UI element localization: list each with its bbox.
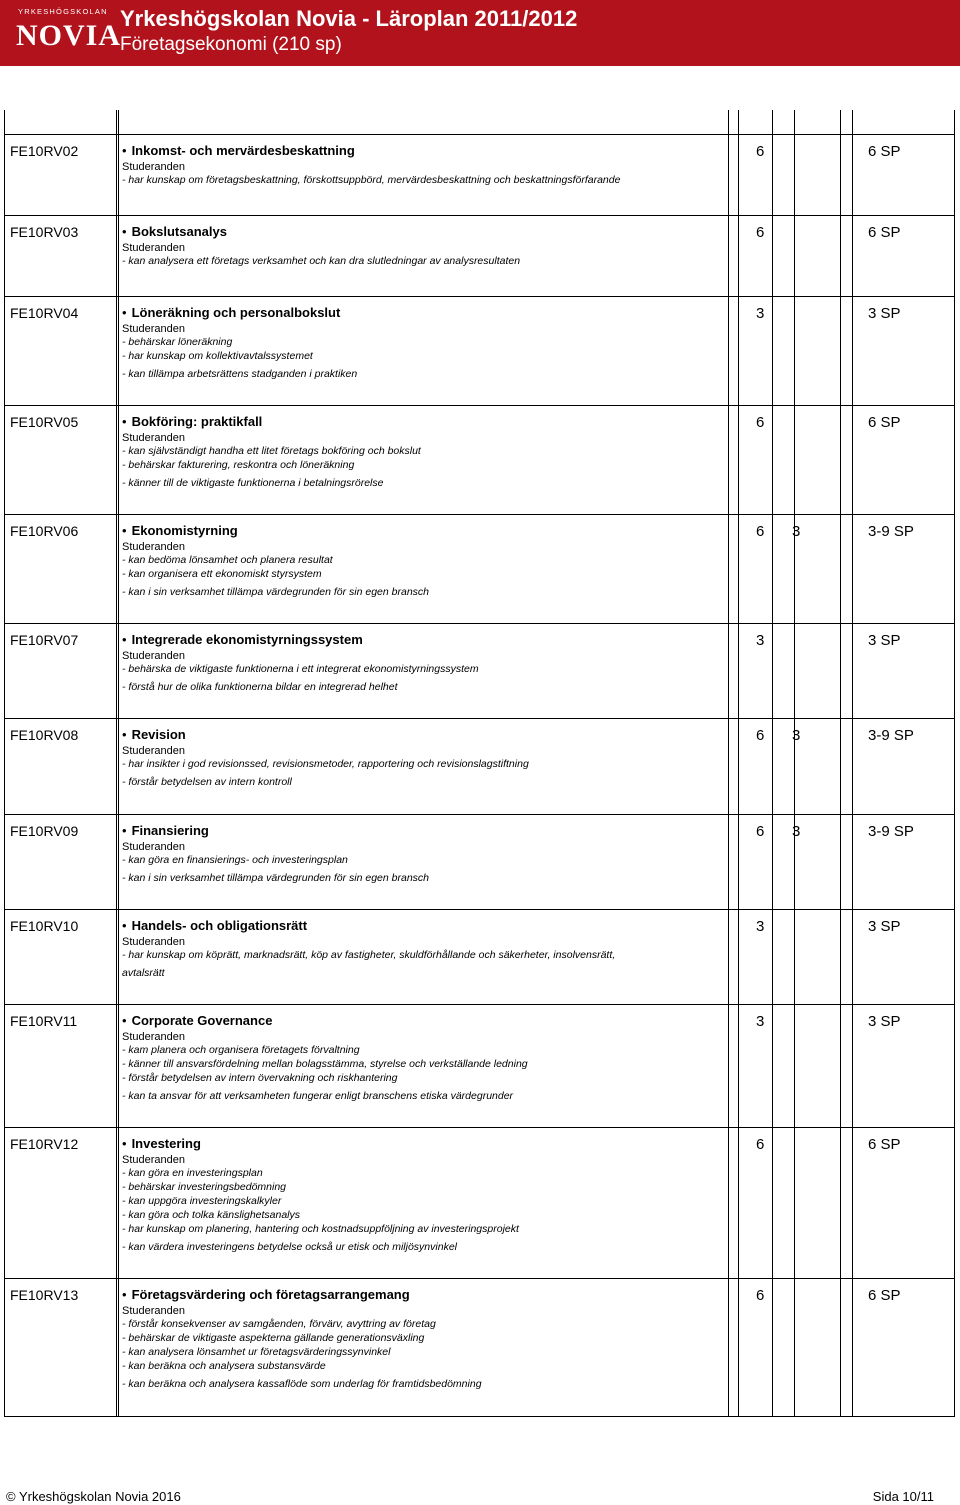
table-row-divider [4, 718, 955, 719]
course-title [122, 523, 722, 538]
table-row-divider [4, 1004, 955, 1005]
course-content [122, 1136, 722, 1254]
table-row-divider [4, 296, 955, 297]
table-row-divider [4, 134, 955, 135]
credits-value-secondary: 3 [792, 823, 801, 840]
credits-sp: 3 SP [868, 918, 901, 935]
course-content [122, 727, 722, 789]
course-objective: - förstår betydelsen av intern kontroll [122, 776, 292, 788]
course-code: FE10RV03 [10, 224, 79, 240]
course-student-label: Studeranden [122, 1305, 185, 1317]
bullet-icon: • [122, 143, 127, 158]
course-title [122, 727, 722, 742]
logo-big-text: NOVIA [16, 19, 122, 52]
bullet-icon: • [122, 1287, 127, 1302]
table-column-divider [840, 110, 841, 1416]
credits-value: 6 [756, 414, 765, 431]
course-content [122, 823, 722, 885]
credits-value: 6 [756, 727, 765, 744]
course-content [122, 305, 722, 381]
course-title [122, 1136, 722, 1151]
table-row-divider [4, 814, 955, 815]
course-code: FE10RV02 [10, 143, 79, 159]
table-row-divider [4, 215, 955, 216]
credits-sp: 6 SP [868, 1287, 901, 1304]
bullet-icon: • [122, 727, 127, 742]
course-title-text: Ekonomistyrning [131, 523, 238, 538]
credits-sp: 3 SP [868, 1013, 901, 1030]
credits-value: 6 [756, 1136, 765, 1153]
course-objective: - förstår betydelsen av intern övervakning och riskhantering [122, 1072, 398, 1084]
credits-value: 6 [756, 523, 765, 540]
novia-logo [8, 3, 122, 63]
course-student-label: Studeranden [122, 745, 185, 757]
page-subtitle: Företagsekonomi (210 sp) [120, 34, 342, 55]
table-row-divider [4, 1127, 955, 1128]
course-objective: - kan bedöma lönsamhet och planera resultat [122, 554, 333, 566]
table-row-divider [4, 623, 955, 624]
credits-value: 3 [756, 1013, 765, 1030]
course-objective: - har kunskap om företagsbeskattning, förskottsuppbörd, mervärdesbeskattning och beskattningsförfarande [122, 174, 621, 186]
course-title [122, 632, 722, 647]
course-title [122, 1013, 722, 1028]
course-content [122, 224, 722, 268]
course-title [122, 918, 722, 933]
credits-value-secondary: 3 [792, 523, 801, 540]
bullet-icon: • [122, 632, 127, 647]
course-title-text: Löneräkning och personalbokslut [131, 305, 341, 320]
credits-sp: 3-9 SP [868, 523, 914, 540]
table-row-divider [4, 909, 955, 910]
course-objective: - kam planera och organisera företagets förvaltning [122, 1044, 360, 1056]
credits-value: 6 [756, 224, 765, 241]
course-student-label: Studeranden [122, 1154, 185, 1166]
table-column-divider [116, 110, 117, 1416]
course-objective: - behärskar löneräkning [122, 336, 233, 348]
bullet-icon: • [122, 523, 127, 538]
table-row-divider [4, 514, 955, 515]
course-title [122, 224, 722, 239]
course-code: FE10RV10 [10, 918, 79, 934]
course-title-text: Integrerade ekonomistyrningssystem [131, 632, 363, 647]
credits-value: 6 [756, 1287, 765, 1304]
course-objective: - kan i sin verksamhet tillämpa värdegrunden för sin egen bransch [122, 586, 429, 598]
course-code: FE10RV07 [10, 632, 79, 648]
course-title [122, 823, 722, 838]
course-objective: - kan beräkna och analysera substansvärde [122, 1360, 326, 1372]
bullet-icon: • [122, 1013, 127, 1028]
course-code: FE10RV09 [10, 823, 79, 839]
bullet-icon: • [122, 414, 127, 429]
course-title-text: Handels- och obligationsrätt [131, 918, 308, 933]
logo-small-text: YRKESHÖGSKOLAN [18, 7, 108, 16]
course-objective: - har kunskap om kollektivavtalssystemet [122, 350, 313, 362]
course-code: FE10RV05 [10, 414, 79, 430]
course-content [122, 1287, 722, 1391]
course-code: FE10RV13 [10, 1287, 79, 1303]
course-code: FE10RV06 [10, 523, 79, 539]
table-column-divider [852, 110, 853, 1416]
bullet-icon: • [122, 918, 127, 933]
bullet-icon: • [122, 224, 127, 239]
course-objective: - kan göra en investeringsplan [122, 1167, 263, 1179]
table-column-divider [794, 110, 795, 1416]
table-row-divider [4, 1278, 955, 1279]
credits-value-secondary: 3 [792, 727, 801, 744]
course-student-label: Studeranden [122, 161, 185, 173]
table-column-divider [954, 110, 955, 1416]
course-title [122, 305, 722, 320]
course-objective: - behärskar de viktigaste aspekterna gällande generationsväxling [122, 1332, 425, 1344]
course-objective: - behärskar investeringsbedömning [122, 1181, 287, 1193]
course-content [122, 523, 722, 599]
course-code: FE10RV12 [10, 1136, 79, 1152]
course-code: FE10RV04 [10, 305, 79, 321]
course-student-label: Studeranden [122, 432, 185, 444]
course-objective: - behärskar fakturering, reskontra och löneräkning [122, 459, 355, 471]
course-title-text: Bokslutsanalys [131, 224, 227, 239]
course-title-text: Investering [131, 1136, 201, 1151]
credits-sp: 3-9 SP [868, 727, 914, 744]
table-column-divider [118, 110, 119, 1416]
course-student-label: Studeranden [122, 242, 185, 254]
course-title-text: Företagsvärdering och företagsarrangemang [131, 1287, 410, 1302]
credits-sp: 6 SP [868, 224, 901, 241]
course-title-text: Corporate Governance [131, 1013, 273, 1028]
course-objective: avtalsrätt [122, 967, 165, 979]
course-objective: - kan analysera lönsamhet ur företagsvärderingssynvinkel [122, 1346, 391, 1358]
course-title-text: Revision [131, 727, 186, 742]
credits-sp: 3 SP [868, 632, 901, 649]
course-objective: - kan uppgöra investeringskalkyler [122, 1195, 282, 1207]
course-objective: - kan analysera ett företags verksamhet och kan dra slutledningar av analysresultaten [122, 255, 521, 267]
credits-value: 6 [756, 823, 765, 840]
course-title [122, 414, 722, 429]
course-student-label: Studeranden [122, 541, 185, 553]
course-title-text: Finansiering [131, 823, 209, 838]
course-objective: - känner till de viktigaste funktionerna i betalningsrörelse [122, 477, 384, 489]
course-title-text: Inkomst- och mervärdesbeskattning [131, 143, 355, 158]
course-title [122, 143, 722, 158]
course-student-label: Studeranden [122, 1031, 185, 1043]
footer-page-number: Sida 10/11 [872, 1489, 934, 1504]
course-objective: - kan ta ansvar för att verksamheten fungerar enligt branschens etiska värdegrunder [122, 1090, 514, 1102]
course-content [122, 143, 722, 187]
course-objective: - kan organisera ett ekonomiskt styrsystem [122, 568, 322, 580]
course-objective: - förstår konsekvenser av samgåenden, förvärv, avyttring av företag [122, 1318, 436, 1330]
course-objective: - kan värdera investeringens betydelse också ur etisk och miljösynvinkel [122, 1241, 457, 1253]
course-objective: - kan tillämpa arbetsrättens stadganden i praktiken [122, 368, 358, 380]
table-row-divider [4, 405, 955, 406]
course-student-label: Studeranden [122, 841, 185, 853]
course-content [122, 632, 722, 694]
course-content [122, 918, 722, 980]
course-title-text: Bokföring: praktikfall [131, 414, 263, 429]
table-column-divider [772, 110, 773, 1416]
course-objective: - behärska de viktigaste funktionerna i ett integrerat ekonomistyrningssystem [122, 663, 479, 675]
credits-value: 3 [756, 305, 765, 322]
course-student-label: Studeranden [122, 936, 185, 948]
credits-sp: 3-9 SP [868, 823, 914, 840]
course-student-label: Studeranden [122, 323, 185, 335]
table-column-divider [728, 110, 729, 1416]
course-objective: - kan beräkna och analysera kassaflöde som underlag för framtidsbedömning [122, 1378, 482, 1390]
course-code: FE10RV08 [10, 727, 79, 743]
course-objective: - kan självständigt handha ett litet företags bokföring och bokslut [122, 445, 421, 457]
credits-sp: 3 SP [868, 305, 901, 322]
bullet-icon: • [122, 823, 127, 838]
course-code: FE10RV11 [10, 1013, 78, 1029]
course-content [122, 414, 722, 490]
bullet-icon: • [122, 305, 127, 320]
course-student-label: Studeranden [122, 650, 185, 662]
course-objective: - kan göra och tolka känslighetsanalys [122, 1209, 301, 1221]
credits-value: 6 [756, 143, 765, 160]
credits-sp: 6 SP [868, 414, 901, 431]
course-objective: - förstå hur de olika funktionerna bildar en integrerad helhet [122, 681, 398, 693]
page-header [0, 0, 960, 66]
credits-value: 3 [756, 632, 765, 649]
table-column-divider [738, 110, 739, 1416]
page-title: Yrkeshögskolan Novia - Läroplan 2011/2012 [120, 6, 578, 31]
bullet-icon: • [122, 1136, 127, 1151]
course-title [122, 1287, 722, 1302]
course-content [122, 1013, 722, 1103]
course-objective: - har kunskap om planering, hantering och kostnadsuppföljning av investeringsprojekt [122, 1223, 519, 1235]
table-row-divider [4, 1416, 955, 1417]
credits-value: 3 [756, 918, 765, 935]
course-objective: - har kunskap om köprätt, marknadsrätt, köp av fastigheter, skuldförhållande och säkerheter, insolvensrätt, [122, 949, 616, 961]
table-column-divider [4, 110, 5, 1416]
course-objective: - har insikter i god revisionssed, revisionsmetoder, rapportering och revisionslagstiftning [122, 758, 529, 770]
course-objective: - kan i sin verksamhet tillämpa värdegrunden för sin egen bransch [122, 872, 429, 884]
course-objective: - känner till ansvarsfördelning mellan bolagsstämma, styrelse och verkställande ledning [122, 1058, 528, 1070]
footer-copyright: © Yrkeshögskolan Novia 2016 [6, 1489, 181, 1504]
credits-sp: 6 SP [868, 143, 901, 160]
credits-sp: 6 SP [868, 1136, 901, 1153]
course-objective: - kan göra en finansierings- och investeringsplan [122, 854, 348, 866]
